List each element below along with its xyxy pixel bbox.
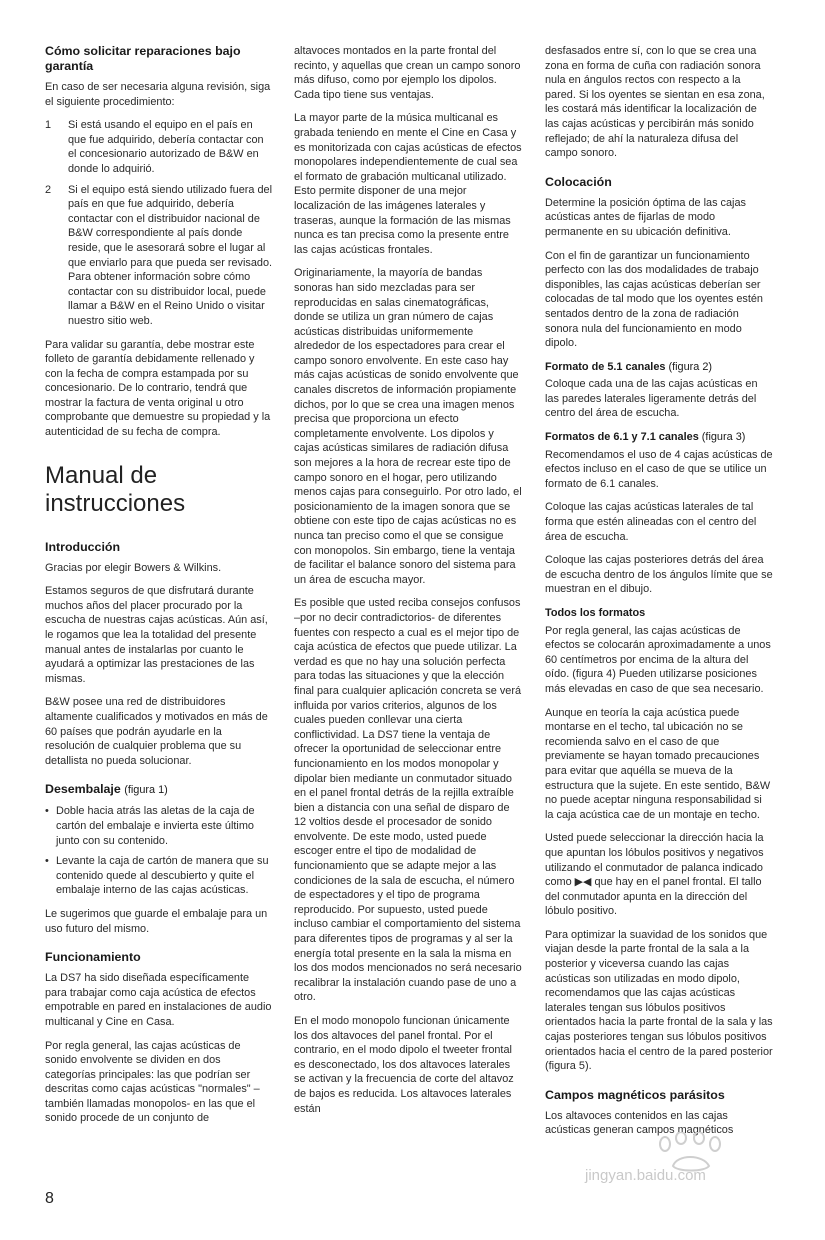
magnetic-heading: Campos magnéticos parásitos xyxy=(545,1087,725,1102)
warranty-step xyxy=(45,183,273,329)
column-1 xyxy=(45,44,273,1135)
column-2 xyxy=(294,44,522,1125)
unpack-title: Desembalaje xyxy=(45,782,121,797)
format-61-paragraph: Recomendamos el uso de 4 cajas acústicas de efectos incluso en el caso de que se utilice un formato de 6.1 canales. xyxy=(545,448,773,490)
watermark-text: jingyan.baidu.com xyxy=(585,1167,706,1184)
bullet-icon: • xyxy=(45,855,49,868)
figure-ref: (figura 2) xyxy=(668,360,713,373)
all-formats-paragraph xyxy=(545,831,773,919)
page-number: 8 xyxy=(45,1190,54,1207)
list-item xyxy=(45,854,273,898)
format-61-paragraph: Coloque las cajas posteriores detrás del área de escucha dentro de los ángulos límite que se muestran en el dibujo. xyxy=(545,554,773,596)
body-paragraph: altavoces montados en la parte frontal del recinto, y aquellas que crean un campo sonoro más difuso, como por ejemplo los dipolos. Cada tipo tiene sus ventajas. xyxy=(294,45,521,101)
warranty-validate: Para validar su garantía, debe mostrar este folleto de garantía debidamente rellenado y con la fecha de compra estampada por su concesionario. De lo contrario, tendrá que mostrar la factura de venta original u otro comprobante que demuestre su propiedad y la autenticidad de su fecha de compra. xyxy=(45,338,271,439)
format-51-paragraph: Coloque cada una de las cajas acústicas en las paredes laterales ligeramente detrás del centro del área de escucha. xyxy=(545,378,758,420)
body-paragraph: En el modo monopolo funcionan únicamente los dos altavoces del panel frontal. Por el contrario, en el modo dipolo el tweeter frontal es desconectado, los dos altavoces laterales se activan y la frecuencia de corte del altavoz de bajos es reducida. Los altavoces laterales están xyxy=(294,1015,514,1115)
watermark xyxy=(555,1130,785,1190)
format-61-title: Formatos de 6.1 y 7.1 canales xyxy=(545,431,699,444)
func-paragraph: La DS7 ha sido diseñada específicamente para trabajar como caja acústica de efectos empotrable en pared en instalaciones de audio multicanal y Cine en Casa. xyxy=(45,972,272,1028)
warranty-step xyxy=(45,118,273,176)
func-heading: Funcionamiento xyxy=(45,950,141,965)
manual-title: Manual de instrucciones xyxy=(45,461,186,517)
all-formats-paragraph: Para optimizar la suavidad de los sonidos que viajan desde la parte frontal de la sala a la posterior y viceversa cuando las cajas acústicas son utilizadas en modo dipolo, recomendamos que las cajas acústicas laterales tengan sus lóbulos positivos orientados hacia la parte frontal de la sala y las cajas posteriores tengan sus lóbulos positivos orientados hacia el centro de la pared posterior (figura 5). xyxy=(545,928,773,1073)
bullet-icon: • xyxy=(45,805,49,818)
figure-ref: (figura 3) xyxy=(701,431,746,444)
all-formats-heading: Todos los formatos xyxy=(545,607,646,619)
placement-paragraph: Con el fin de garantizar un funcionamiento perfecto con las dos modalidades de trabajo disponibles, las cajas acústicas deberían ser colocadas de tal modo que los oyentes estén sentados dentro de la zona de radiación sonora nula del funcionamiento en modo dipolo. xyxy=(545,249,763,350)
all-formats-paragraph: Por regla general, las cajas acústicas de efectos se colocarán aproximadamente a unos 60 centímetros por encima de la altura del oído. (figura 4) Pueden utilizarse posiciones más elevadas en caso de que sea necesario. xyxy=(545,624,771,695)
body-paragraph: La mayor parte de la música multicanal es grabada teniendo en mente el Cine en Casa y es monitorizada con cajas acústicas de efectos monopolares independientemente de cual sea el formato de grabación multicanal utilizado. Esto permite disponer de una mejor localización de las imágenes laterales y traseras, aunque la formación de las mismas nunca es tan precisa como la presente entre las cajas acústicas frontales. xyxy=(294,112,522,256)
intro-paragraph: B&W posee una red de distribuidores altamente cualificados y motivados en más de 60 países que podrán ayudarle en la resolución de cualquier problema que su detallista no pueda solucionar. xyxy=(45,696,268,767)
intro-heading: Introducción xyxy=(45,539,121,554)
body-paragraph: Originariamente, la mayoría de bandas sonoras han sido mezcladas para ser reproducidas en salas cinematográficas, donde se utiliza un gran número de cajas acústicas distribuidas uniformemente alrededor de los espectadores para crear el campo sonoro envolvente. En este caso hay más cajas acústicas de sonido envolvente que canales discretos de información propiamente dichos, por lo que se crea una imagen menos precisa que proporciona un efecto completamente envolvente. Los dipolos y cajas acústicas similares de radiación difusa son mejores a la hora de recrear este tipo de campo sonoro en el hogar, pero utilizando menos cajas para conseguirlo. Por otro lado, el posicionamiento de la imagen sonora que se obtiene con este tipo de cajas acústicas no es nunca tan preciso como el que se consigue con monopolos. Sin embargo, tiene la ventaja de facilitar el balance sonoro del sistema para un área de escucha mayor. xyxy=(294,267,522,586)
body-paragraph: desfasados entre sí, con lo que se crea una zona en forma de cuña con radiación sonora nula en ángulos rectos con respecto a la pared. Si los oyentes se sientan en esa zona, les costará más identificar la localización de las cajas acústicas y percibirán más sonido reflejado; de ahí la naturaleza difusa del campo sonoro. xyxy=(545,45,765,160)
unpack-note: Le sugerimos que guarde el embalaje para un uso futuro del mismo. xyxy=(45,907,268,935)
list-item xyxy=(45,804,273,848)
unpack-list xyxy=(45,804,273,898)
func-paragraph: Por regla general, las cajas acústicas de sonido envolvente se dividen en dos categorías principales: las que podrían ser descritas como cajas acústicas "normales" –también llamadas monopolos- en las que el sonido procede de un conjunto de xyxy=(45,1039,260,1125)
warranty-steps xyxy=(45,118,273,328)
placement-paragraph: Determine la posición óptima de las cajas acústicas antes de fijarlas de modo permanente en su ubicación definitiva. xyxy=(545,196,746,238)
warranty-intro: En caso de ser necesaria alguna revisión, siga el siguiente procedimiento: xyxy=(45,81,271,108)
list-item-text: Doble hacia atrás las aletas de la caja de cartón del embalaje e invierta este último junto con su contenido. xyxy=(56,805,255,847)
switch-text-after: que hay en el panel frontal. El tallo del conmutador apunta en la dirección del lóbulo positivo. xyxy=(545,876,762,918)
figure-ref: (figura 1) xyxy=(124,784,168,797)
format-51-heading xyxy=(545,360,773,375)
step-text: Si está usando el equipo en el país en que fue adquirido, debería contactar con el concesionario autorizado de B&W en donde lo adquirió. xyxy=(68,119,264,175)
warranty-heading: Cómo solicitar reparaciones bajo garantía xyxy=(45,44,241,73)
step-number: 2 xyxy=(45,183,52,196)
intro-paragraph: Estamos seguros de que disfrutará durante muchos años del placer procurado por la escucha de nuestras cajas acústicas. Aún así, le rogamos que lea la totalidad del presente manual antes de instalarlas por cuanto le ayudará a optimizar las prestaciones de las mismas. xyxy=(45,585,268,685)
switch-text-before: Usted puede seleccionar la dirección hacia la que apuntan los lóbulos positivos y negativos utilizando el conmutador de palanca indicado como xyxy=(545,832,764,889)
step-text: Si el equipo está siendo utilizado fuera del país en que fue adquirido, debería contactar con el distribuidor nacional de B&W correspondiente al país donde reside, que le asesorará sobre el lugar al que enviarlo para que pueda ser revisado. Para obtener información sobre cómo contactar con su distribuidor local, puede llamar a B&W en el Reino Unido o visitar nuestro sitio web. xyxy=(68,183,273,327)
body-paragraph: Es posible que usted reciba consejos confusos –por no decir contradictorios- de diferentes fuentes con respecto a cual es el mejor tipo de caja acústica de efectos que puede utilizar. La verdad es que no hay una solución perfecta para todas las situaciones y que la elección final para cualquier aplicación concreta se verá influida por varios criterios, algunos de los cuales pueden conllevar una cierta conflictividad. La DS7 tiene la ventaja de ofrecer la oportunidad de seleccionar entre funcionamiento en los modos monopolar y dipolar bien mediante un conmutador situado en el panel frontal detrás de la rejilla extraíble bien a distancia con una señal de disparo de 12 voltios desde el procesador de sonido envolvente. De este modo, usted puede escoger entre el tipo de modalidad de funcionamiento que se adapte mejor a las condiciones de la sala de escucha, el número de espectadores y el tipo de programa reproducido. Por supuesto, usted puede incluso cambiar el comportamiento del sistema para diferentes tipos de programas y al ser la energía total presente en la sala la misma en los dos modos mencionados no será necesario recalibrar la instalación cuando pase de uno a otro. xyxy=(294,597,522,1004)
magnetic-paragraph: Los altavoces contenidos en las cajas acústicas generan campos magnéticos xyxy=(545,1109,734,1137)
intro-paragraph: Gracias por elegir Bowers & Wilkins. xyxy=(45,561,222,574)
switch-symbol-icon: ▶◀ xyxy=(574,876,592,889)
step-number: 1 xyxy=(45,119,52,132)
column-3 xyxy=(545,44,773,1147)
unpack-heading xyxy=(45,782,273,798)
all-formats-paragraph: Aunque en teoría la caja acústica puede montarse en el techo, tal ubicación no se recomienda salvo en el caso de que previamente se hayan tomado precauciones para evitar que aquélla se mueva de la estructura que la sujete. En este sentido, B&W no puede aceptar ninguna responsabilidad si la caja acústica cae de un montaje en techo. xyxy=(545,706,771,821)
format-61-heading xyxy=(545,430,773,445)
format-61-paragraph: Coloque las cajas acústicas laterales de tal forma que estén alineadas con el centro del área de escucha. xyxy=(545,501,757,543)
format-51-title: Formato de 5.1 canales xyxy=(545,360,666,373)
list-item-text: Levante la caja de cartón de manera que su contenido quede al descubierto y quite el embalaje interno de las cajas acústicas. xyxy=(56,855,269,897)
placement-heading: Colocación xyxy=(545,174,612,189)
